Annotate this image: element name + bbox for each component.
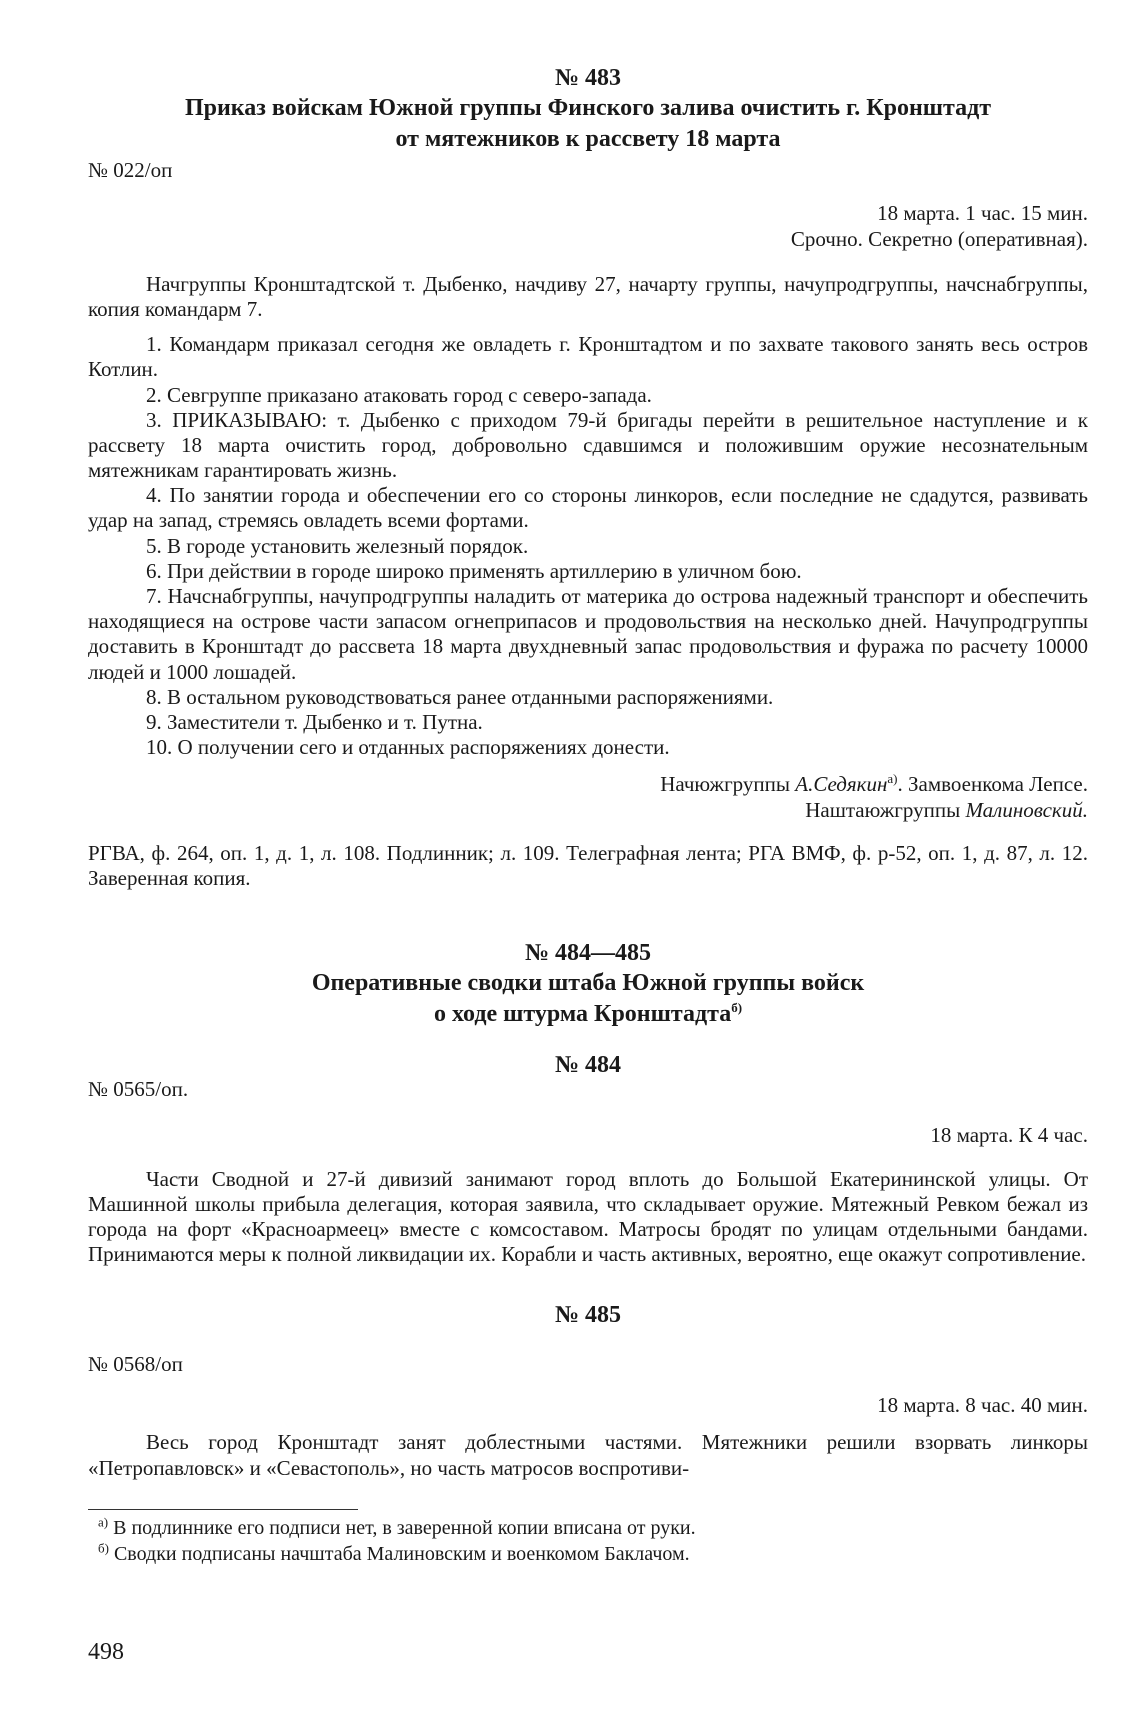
sig1-tail: . Замвоенкома Лепсе. xyxy=(897,772,1088,797)
order-item: 3. ПРИКАЗЫВАЮ: т. Дыбенко с приходом 79-й бригады перейти в решительное наступление и к рассвету 18 марта очистить город, добровольно сдавшимся и положившим оружие несознательным мятежникам гарантировать жизнь. xyxy=(88,407,1088,483)
doc-484-485-title-line2 xyxy=(88,999,1088,1030)
footnote-mark: б) xyxy=(98,1540,109,1556)
doc-483-date: 18 марта. 1 час. 15 мин. xyxy=(877,201,1088,226)
footnote-a xyxy=(88,1516,1088,1540)
doc-483-number: № 483 xyxy=(554,65,622,91)
document-page xyxy=(88,64,1088,1566)
order-item: 4. По занятии города и обеспечении его со стороны линкоров, если последние не сдадутся, развивать удар на запад, стремясь овладеть всеми фортами. xyxy=(88,483,1088,533)
order-item: 1. Командарм приказал сегодня же овладеть г. Кронштадтом и по захвате такового занять весь остров Котлин. xyxy=(88,332,1088,382)
doc-483-archive-ref: РГВА, ф. 264, оп. 1, д. 1, л. 108. Подлинник; л. 109. Телеграфная лента; РГА ВМФ, ф. р-52, оп. 1, д. 87, л. 12. Заверенная копия. xyxy=(88,840,1088,890)
signature-line-1 xyxy=(88,772,1088,797)
doc-483-addressees: Начгруппы Кронштадтской т. Дыбенко, начдиву 27, начарту группы, начупродгруппы, начснабгруппы, копия командарм 7. xyxy=(88,271,1088,321)
doc-484-text: Части Сводной и 27-й дивизий занимают город вплоть до Большой Екатерининской улицы. От Машинной школы прибыла делегация, которая заявила, что складывает оружие. Мятежный Ревком бежал из города на форт «Красноармеец» вместе с комсоставом. Матросы бродят по улицам отдельными бандами. Принимаются меры к полной ликвидации их. Корабли и часть активных, вероятно, еще окажут сопротивление. xyxy=(88,1166,1088,1267)
doc-484-485-number: № 484—485 xyxy=(524,940,652,967)
signature-line-2 xyxy=(88,798,1088,823)
order-item: 8. В остальном руководствоваться ранее отданными распоряжениями. xyxy=(146,684,774,709)
doc-485-number: № 485 xyxy=(554,1302,622,1329)
doc-485-date: 18 марта. 8 час. 40 мин. xyxy=(877,1393,1088,1418)
doc-484-date: 18 марта. К 4 час. xyxy=(930,1123,1088,1148)
doc-483-title-line1: Приказ войскам Южной группы Финского залива очистить г. Кронштадт xyxy=(184,94,992,121)
doc-483-title-line2: от мятежников к рассвету 18 марта xyxy=(395,125,781,152)
doc-483-items xyxy=(88,332,1088,760)
doc-484-reg-number: № 0565/оп. xyxy=(88,1077,189,1102)
footnote-text: В подлиннике его подписи нет, в заверенной копии вписана от руки. xyxy=(113,1516,696,1539)
sig1-name: А.Седякин xyxy=(795,772,888,797)
doc-485-text: Весь город Кронштадт занят доблестными частями. Мятежники решили взорвать линкоры «Петропавловск» и «Севастополь», но часть матросов воспротиви- xyxy=(88,1430,1088,1480)
doc-484-number-row xyxy=(88,1051,1088,1105)
footnote-divider xyxy=(88,1509,358,1510)
page-number: 498 xyxy=(88,1639,124,1665)
footnote-text: Сводки подписаны начштаба Малиновским и военкомом Баклачом. xyxy=(113,1542,690,1565)
footnote-mark: а) xyxy=(98,1514,109,1530)
sig2-role: Наштаюжгруппы xyxy=(805,797,961,822)
doc-485-reg-number: № 0568/оп xyxy=(88,1352,183,1377)
sig1-role: Начюжгруппы xyxy=(660,772,790,797)
doc-484-number: № 484 xyxy=(554,1052,622,1079)
doc-484-485-title-text: о ходе штурма Кронштадта xyxy=(433,1000,732,1027)
doc-484-485-title-line1: Оперативные сводки штаба Южной группы войск xyxy=(311,969,865,996)
footnote-ref-a: а) xyxy=(887,771,898,787)
order-item: 5. В городе установить железный порядок. xyxy=(146,533,529,558)
order-item: 7. Начснабгруппы, начупродгруппы наладить от материка до острова надежный транспорт и обеспечить находящиеся на острове части запасом огнеприпасов и продовольствия на несколько дней. Начупродгруппы доставить в Кронштадт до рассвета 18 марта двухдневный запас продовольствия и фуража по расчету 10000 людей и 1000 лошадей. xyxy=(88,584,1088,684)
doc-483-classification: Срочно. Секретно (оперативная). xyxy=(790,226,1088,251)
footnote-ref-b: б) xyxy=(731,999,743,1015)
doc-483-reg-number: № 022/оп xyxy=(88,158,173,183)
sig2-name: Малиновский. xyxy=(965,797,1088,822)
order-item: 2. Севгруппе приказано атаковать город с северо-запада. xyxy=(146,382,652,407)
order-item: 6. При действии в городе широко применять артиллерию в уличном бою. xyxy=(146,558,802,583)
doc-484-485-header xyxy=(88,939,1088,1029)
footnote-b xyxy=(88,1542,1088,1566)
order-item: 9. Заместители т. Дыбенко и т. Путна. xyxy=(146,709,483,734)
order-item: 10. О получении сего и отданных распоряжениях донести. xyxy=(146,735,670,760)
